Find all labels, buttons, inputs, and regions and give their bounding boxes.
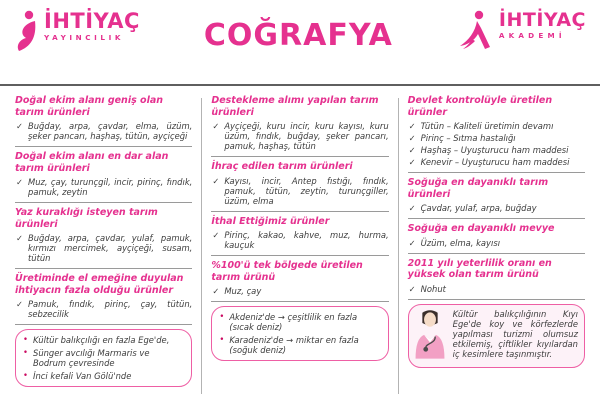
logo-right-sub: AKADEMİ: [498, 31, 566, 40]
check-icon: ✓: [408, 237, 416, 248]
list-item: [23, 371, 184, 381]
check-icon: ✓: [408, 145, 416, 155]
check-icon: ✓: [408, 121, 416, 131]
list-item: [15, 121, 192, 141]
column-right: [399, 92, 594, 394]
list-item: [408, 284, 585, 294]
item-text: Akdeniz'de → çeşitlilik en fazla (sıcak deniz): [229, 312, 358, 332]
note-text: Kültür balıkçılığının Kıyı Ege'de koy ve körfezlerde yapılması turizmi olumsuz etkilemiş, çiftlikler kıyılardan iç kesimlere taşınmıştır.: [452, 308, 578, 359]
item-text: Kenevir – Uyuşturucu ham maddesi: [420, 157, 570, 167]
item-text: Nohut: [420, 283, 446, 294]
check-icon: ✓: [212, 286, 220, 296]
doctor-icon: [413, 309, 447, 363]
check-icon: ✓: [408, 133, 416, 143]
item-text: Buğday, arpa, çavdar, yulaf, pamuk, kırmızı mercimek, ayçiçeği, susam, tütün: [28, 233, 193, 263]
list-item: [211, 176, 388, 206]
list-item: [408, 157, 585, 167]
item-text: Haşhaş – Uyuşturucu ham maddesi: [420, 145, 569, 155]
section-heading: Üretiminde el emeğine duyulan ihtiyacın fazla olduğu ürünler: [15, 273, 184, 296]
section-items: [15, 233, 192, 263]
section-items: [408, 238, 585, 248]
section-items: [15, 299, 192, 319]
item-text: İnci kefali Van Gölü'nde: [33, 371, 132, 381]
bullet-icon: •: [23, 334, 28, 344]
section-divider: [408, 218, 585, 219]
check-icon: ✓: [16, 233, 24, 243]
list-item: [211, 121, 388, 151]
info-box-list: [23, 335, 184, 381]
item-text: Pirinç, kakao, kahve, muz, hurma, kauçuk: [224, 230, 389, 250]
item-text: Pamuk, fındık, pirinç, çay, tütün, sebzecilik: [28, 299, 193, 319]
content-columns: [0, 86, 600, 394]
list-item: [219, 312, 380, 332]
section-divider: [211, 211, 388, 212]
bullet-icon: •: [219, 334, 225, 344]
section-heading: Soğuğa en dayanıklı tarım ürünleri: [407, 177, 549, 200]
check-icon: ✓: [212, 230, 220, 240]
section-heading: İthal Ettiğimiz ürünler: [211, 215, 330, 227]
check-icon: ✓: [408, 283, 416, 294]
bullet-icon: •: [23, 347, 28, 357]
check-icon: ✓: [16, 121, 24, 131]
page-header: [0, 0, 600, 84]
check-icon: ✓: [16, 299, 24, 309]
section-items: [211, 176, 388, 206]
section-divider: [211, 255, 388, 256]
section-heading: 2011 yılı yeterlilik oranı en yüksek olan tarım ürünü: [407, 257, 552, 280]
list-item: [219, 335, 380, 355]
check-icon: ✓: [212, 121, 220, 131]
section-heading: Soğuğa en dayanıklı mevye: [407, 223, 555, 234]
logo-right-name: İHTİYAÇ: [498, 9, 586, 31]
check-icon: ✓: [212, 175, 220, 186]
item-text: Muz, çay: [224, 286, 262, 296]
column-left: [6, 92, 201, 394]
section-divider: [211, 301, 388, 302]
section-items: [15, 177, 192, 197]
item-text: Ayçiçeği, kuru incir, kuru kayısı, kuru üzüm, fındık, buğday, şeker pancarı, pamuk, haşhaş, tütün: [224, 121, 389, 151]
item-text: Pirinç – Sıtma hastalığı: [420, 133, 516, 143]
section-divider: [15, 268, 192, 269]
info-box: [15, 329, 192, 387]
list-item: [23, 348, 184, 368]
item-text: Kayısı, incir, Antep fıstığı, fındık, pamuk, tütün, zeytin, turunçgiller, üzüm, elma: [224, 175, 389, 206]
item-text: Çavdar, yulaf, arpa, buğday: [420, 203, 537, 213]
section-items: [408, 121, 585, 167]
section-items: [408, 203, 585, 213]
section-heading: Devlet kontrolüyle üretilen ürünler: [407, 95, 553, 118]
bullet-icon: •: [23, 370, 28, 380]
ihtiyac-akademi-logo: [457, 10, 586, 50]
section-divider: [408, 253, 585, 254]
list-item: [15, 299, 192, 319]
section-items: [408, 284, 585, 294]
section-divider: [408, 172, 585, 173]
list-item: [15, 233, 192, 263]
column-middle: [202, 92, 397, 394]
item-text: Karadeniz'de → miktar en fazla (soğuk deniz): [229, 335, 359, 355]
section-items: [211, 121, 388, 151]
ihtiyac-yayincilik-logo: [14, 10, 140, 52]
akademi-figure-icon: [457, 10, 495, 50]
section-heading: Yaz kuraklığı isteyen tarım ürünleri: [15, 207, 158, 230]
check-icon: ✓: [408, 157, 416, 167]
section-items: [15, 121, 192, 141]
item-text: Üzüm, elma, kayısı: [420, 237, 501, 248]
section-divider: [15, 202, 192, 203]
item-text: Sünger avcılığı Marmaris ve Bodrum çevresinde: [33, 348, 150, 368]
page-title: COĞRAFYA: [203, 18, 393, 53]
doctor-icon: [413, 309, 447, 359]
section-heading: %100'ü tek bölgede üretilen tarım ürünü: [211, 260, 363, 283]
list-item: [211, 230, 388, 250]
section-heading: Destekleme alımı yapılan tarım ürünleri: [211, 95, 379, 118]
info-box-list: [219, 312, 380, 355]
list-item: [15, 177, 192, 197]
item-text: Muz, çay, turunçgil, incir, pirinç, fındık, pamuk, zeytin: [28, 177, 193, 197]
section-divider: [408, 299, 585, 300]
item-text: Tütün – Kaliteli üretimin devamı: [420, 121, 554, 131]
logo-left-name: İHTİYAÇ: [44, 9, 140, 33]
section-heading: İhraç edilen tarım ürünleri: [211, 161, 353, 172]
section-heading: Doğal ekim alanı geniş olan tarım ürünleri: [15, 95, 163, 118]
bullet-icon: •: [219, 311, 225, 321]
note-box: [408, 304, 585, 368]
check-icon: ✓: [16, 177, 24, 187]
section-divider: [15, 146, 192, 147]
info-box: [211, 306, 388, 361]
yayincilik-figure-icon: [14, 10, 40, 52]
section-divider: [15, 324, 192, 325]
list-item: [23, 335, 184, 345]
check-icon: ✓: [408, 203, 416, 213]
list-item: [408, 145, 585, 155]
list-item: [408, 121, 585, 131]
section-items: [211, 286, 388, 296]
item-text: Kültür balıkçılığı en fazla Ege'de,: [33, 335, 170, 345]
list-item: [408, 203, 585, 213]
list-item: [211, 286, 388, 296]
section-heading: Doğal ekim alanı en dar alan tarım ürünleri: [15, 151, 169, 174]
list-item: [408, 238, 585, 248]
section-divider: [211, 156, 388, 157]
logo-left-sub: YAYINCILIK: [44, 33, 125, 42]
section-items: [211, 230, 388, 250]
list-item: [408, 133, 585, 143]
item-text: Buğday, arpa, çavdar, elma, üzüm, şeker pancarı, haşhaş, tütün, ayçiçeği: [28, 121, 193, 141]
